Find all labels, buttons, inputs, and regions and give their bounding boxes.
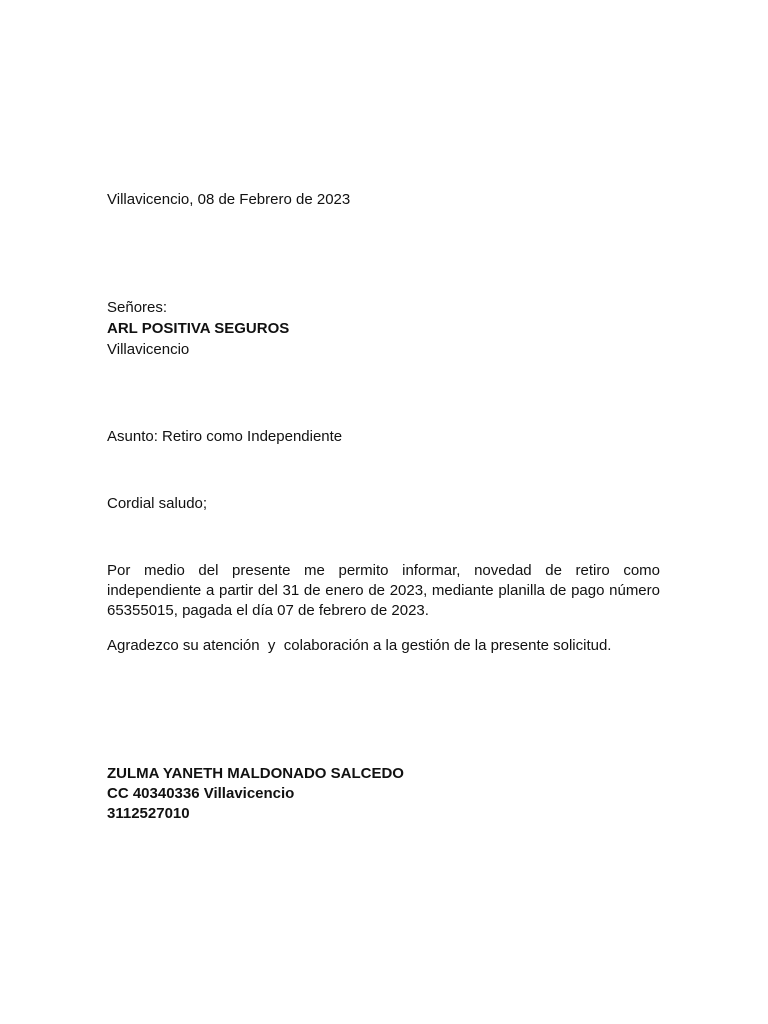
signature-phone: 3112527010: [107, 805, 190, 822]
body-paragraph: Por medio del presente me permito informar, novedad de retiro como independiente a partir del 31 de enero de 2023, mediante planilla de pago número 65355015, pagada el día 07 de febrero de 2023.: [107, 562, 660, 619]
greeting: Cordial saludo;: [107, 495, 208, 512]
signature-id: CC 40340336 Villavicencio: [107, 785, 295, 802]
closing-paragraph: Agradezco su atención y colaboración a la gestión de la presente solicitud.: [107, 637, 612, 654]
signature-name: ZULMA YANETH MALDONADO SALCEDO: [107, 765, 404, 782]
recipient-salutation: Señores:: [107, 299, 168, 316]
recipient-company: ARL POSITIVA SEGUROS: [107, 320, 290, 337]
subject-line: Asunto: Retiro como Independiente: [107, 428, 343, 445]
recipient-city: Villavicencio: [107, 341, 190, 358]
place-date: Villavicencio, 08 de Febrero de 2023: [107, 191, 351, 208]
